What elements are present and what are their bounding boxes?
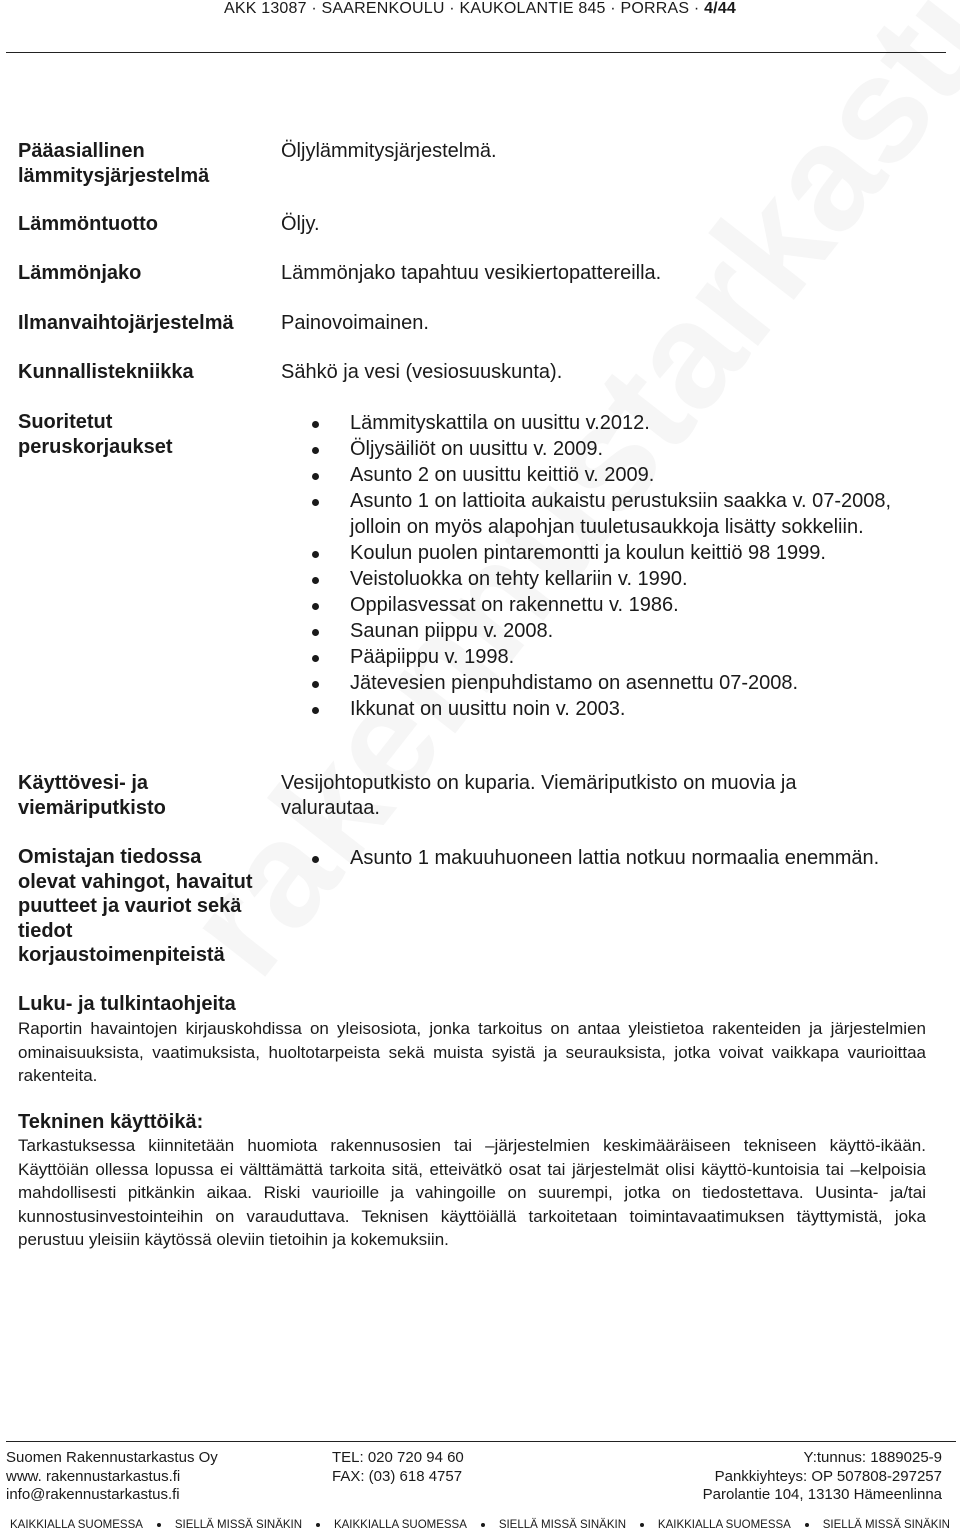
list-item: Asunto 1 makuuhuoneen lattia notkuu normaalia enemmän. (281, 845, 911, 871)
slogan-text: KAIKKIALLA SUOMESSA (657, 1519, 791, 1531)
list-item: Asunto 1 on lattioita aukaistu perustuksiin saakka v. 07-2008, jolloin on myös alapohjan tuuletusaukkoja lisätty sokkeliin. (281, 488, 911, 540)
header-text: AKK 13087 · SAARENKOULU · KAUKOLANTIE 845 · PORRAS · (223, 0, 700, 17)
list-item: Jätevesien pienpuhdistamo on asennettu 07-2008. (281, 670, 911, 696)
value-water-sewer: Vesijohtoputkisto on kuparia. Viemäriputkisto on muovia ja valurautaa. (281, 772, 797, 819)
label-heat-production: Lämmöntuotto (18, 213, 158, 235)
list-item: Pääpiippu v. 1998. (281, 644, 911, 670)
company-email: info@rakennustarkastus.fi (6, 1486, 180, 1503)
footer-contact (332, 1449, 464, 1486)
label-water-sewer: Käyttövesi- ja viemäriputkisto (18, 772, 166, 819)
list-item: Lämmityskattila on uusittu v.2012. (281, 410, 911, 436)
label-heating-system: Pääasiallinen lämmitysjärjestelmä (18, 140, 210, 187)
reading-guide-text: Raportin havaintojen kirjauskohdissa on yleisosiota, jonka tarkoitus on antaa yleistietoa rakenteiden ja järjestelmien ominaisuuksista, vaatimuksista, huoltotarpeista sekä muista syistä ja seurauksista, jotka voivat vaikkapa vaurioittaa rakenteita. (18, 1019, 926, 1085)
bullet-icon (640, 1523, 644, 1527)
technical-life-text: Tarkastuksessa kiinnitetään huomiota rakennusosien tai –järjestelmien keskimääräiseen tekniseen käyttö-ikään. Käyttöiän ollessa lopussa ei välttämättä tarkoita sitä, etteivätkö osat tai järjestelmät olisi käyttö-kuntoisia tai –kelpoisia mahdollisesti pitkänkin aikaa. Riski vaurioille ja vahingoille on suurempi, jotka on tiedostettava. Uusinta- ja/tai kunnostusinvestointeihin on varauduttava. Teknisen käyttöiällä tarkoitetaan toimintavaatimuksen täyttymistä, joka perustuu yleisiin käytössä oleviin tietoihin ja kokemuksiin. (18, 1136, 926, 1249)
list-item: Ikkunat on uusittu noin v. 2003. (281, 696, 911, 722)
list-item: Öljysäiliöt on uusittu v. 2009. (281, 436, 911, 462)
phone-number: TEL: 020 720 94 60 (332, 1449, 464, 1466)
footer-slogan (10, 1519, 950, 1531)
slogan-text: KAIKKIALLA SUOMESSA (333, 1519, 467, 1531)
list-item: Veistoluokka on tehty kellariin v. 1990. (281, 566, 911, 592)
bullet-icon (805, 1523, 809, 1527)
slogan-text: SIELLÄ MISSÄ SINÄKIN (822, 1519, 950, 1531)
bullet-icon (157, 1523, 161, 1527)
technical-life-title: Tekninen käyttöikä: (18, 1111, 204, 1133)
label-renovations: Suoritetut peruskorjaukset (18, 411, 173, 458)
list-item: Saunan piippu v. 2008. (281, 618, 911, 644)
header-divider (6, 52, 946, 53)
value-heating-system: Öljylämmitysjärjestelmä. (281, 140, 497, 162)
label-owner-known: Omistajan tiedossa olevat vahingot, havaitut puutteet ja vauriot sekä tiedot korjaustoimenpiteistä (18, 846, 253, 966)
footer-company-info (6, 1449, 218, 1505)
company-name: Suomen Rakennustarkastus Oy (6, 1449, 218, 1466)
value-ventilation: Painovoimainen. (281, 312, 429, 334)
footer-registration (703, 1449, 942, 1505)
postal-address: Parolantie 104, 13130 Hämeenlinna (702, 1486, 942, 1503)
label-heat-distribution: Lämmönjako (18, 262, 142, 284)
business-id: Y:tunnus: 1889025-9 (803, 1449, 942, 1466)
renovations-list (281, 410, 911, 722)
slogan-text: SIELLÄ MISSÄ SINÄKIN (498, 1519, 626, 1531)
list-item: Asunto 2 on uusittu keittiö v. 2009. (281, 462, 911, 488)
bullet-icon (316, 1523, 320, 1527)
value-utilities: Sähkö ja vesi (vesiosuuskunta). (281, 361, 563, 383)
owner-known-list (281, 845, 911, 871)
value-heat-production: Öljy. (281, 213, 320, 235)
company-website: www. rakennustarkastus.fi (6, 1467, 181, 1485)
label-utilities: Kunnallistekniikka (18, 361, 194, 383)
reading-guide-title: Luku- ja tulkintaohjeita (18, 993, 236, 1015)
list-item: Koulun puolen pintaremontti ja koulun keittiö 98 1999. (281, 540, 911, 566)
label-ventilation: Ilmanvaihtojärjestelmä (18, 312, 234, 334)
list-item: Oppilasvessat on rakennettu v. 1986. (281, 592, 911, 618)
page-number: 4/44 (704, 0, 737, 17)
fax-number: FAX: (03) 618 4757 (332, 1467, 463, 1485)
footer-divider (6, 1441, 956, 1442)
slogan-text: KAIKKIALLA SUOMESSA (10, 1519, 143, 1531)
bullet-icon (481, 1523, 485, 1527)
slogan-text: SIELLÄ MISSÄ SINÄKIN (174, 1519, 303, 1531)
page-header (0, 0, 960, 20)
value-heat-distribution: Lämmönjako tapahtuu vesikiertopattereilla. (281, 262, 662, 284)
bank-account: Pankkiyhteys: OP 507808-297257 (714, 1467, 942, 1485)
